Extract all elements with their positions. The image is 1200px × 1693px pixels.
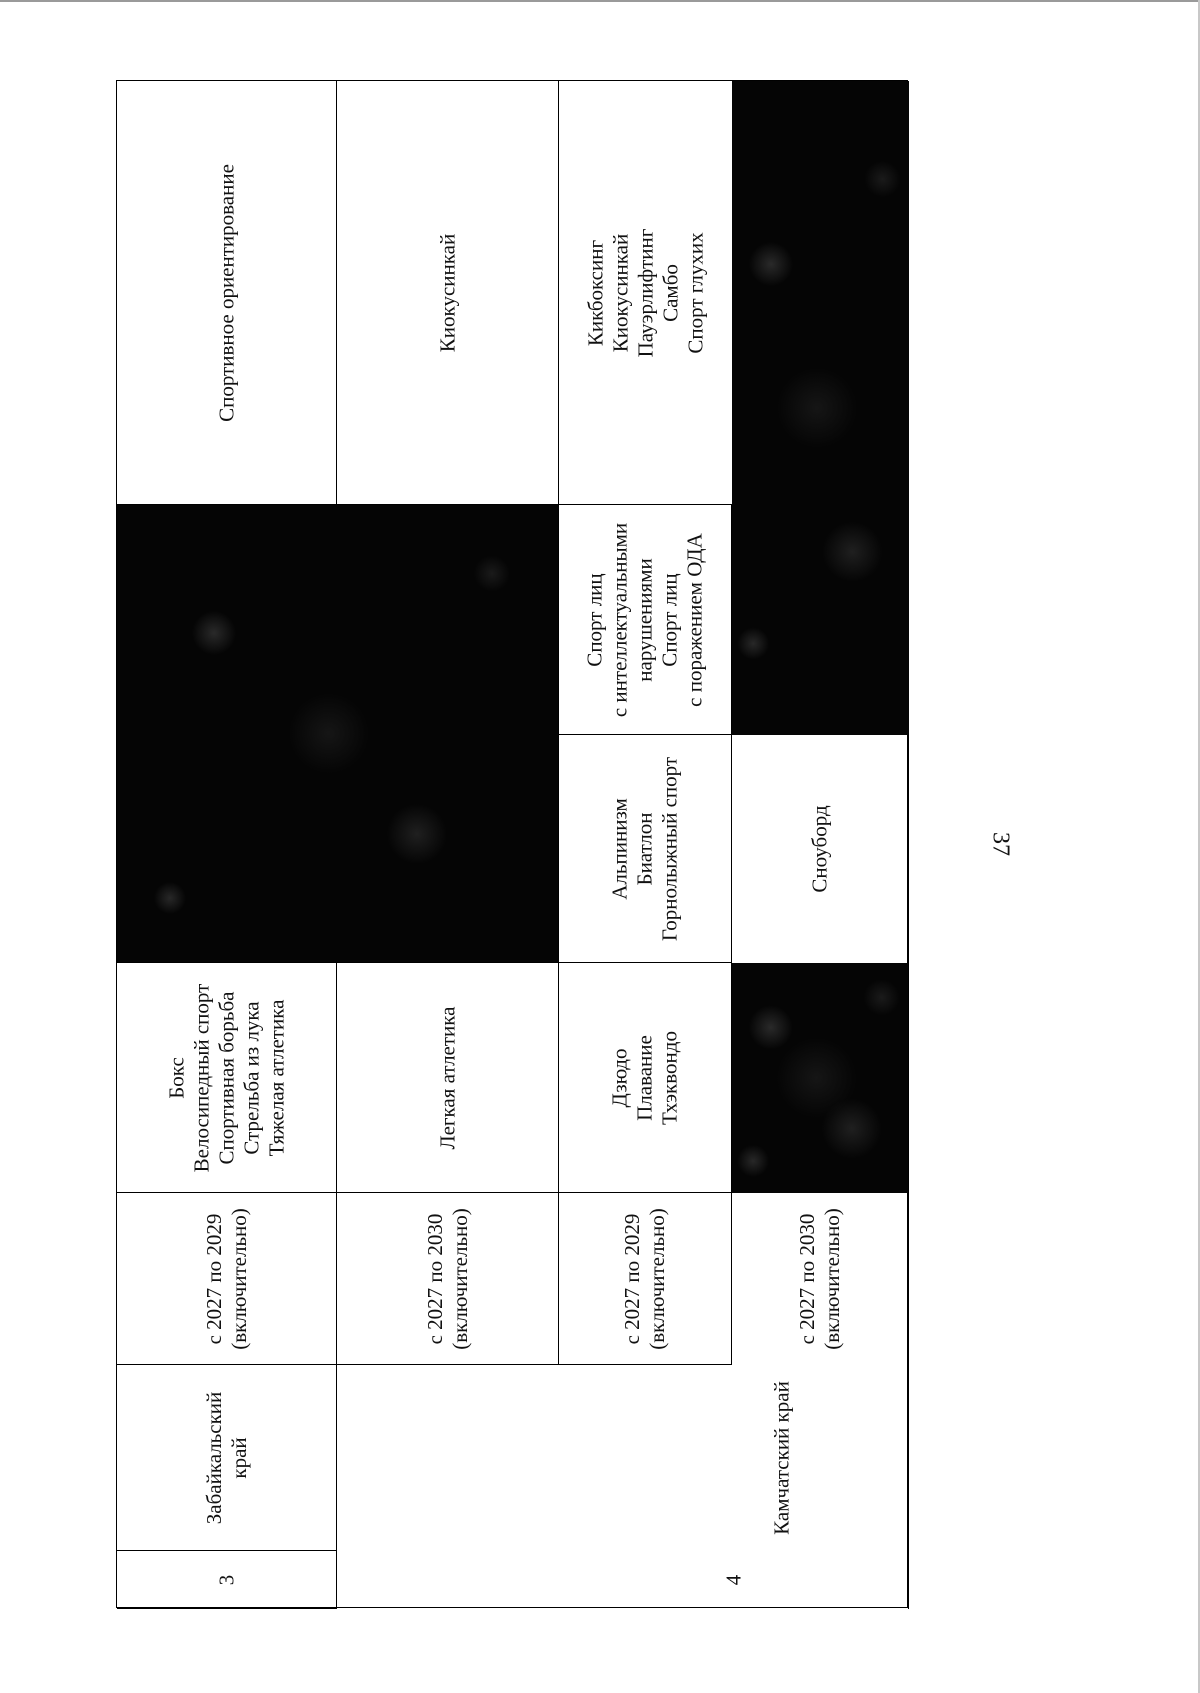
redacted-block [117, 505, 559, 963]
sports-cell [117, 963, 337, 1193]
row-number: 4 [721, 1574, 745, 1586]
sport-name: Спорт глухих [683, 231, 707, 354]
period-cell [559, 1193, 732, 1365]
row-4-index-cell [559, 1551, 909, 1609]
period-text: с 2027 по 2029 [620, 1213, 644, 1344]
row-number: 3 [214, 1574, 238, 1585]
period-text: (включительно) [226, 1207, 251, 1350]
sport-name: Бокс [164, 1056, 188, 1099]
sport-name: Тяжелая атлетика [264, 999, 288, 1156]
sports-cell [117, 81, 337, 505]
period-text: с 2027 по 2030 [795, 1213, 819, 1345]
sport-name: нарушениями [632, 557, 657, 682]
row-4-region-cell [559, 1365, 909, 1551]
period-text: с 2027 по 2030 [422, 1213, 447, 1344]
sport-name: с поражением ОДА [682, 532, 707, 707]
sport-name: Киокусинкай [435, 233, 459, 352]
scan-edge [0, 0, 1200, 2]
sports-cell [559, 81, 732, 505]
period-cell [732, 1193, 909, 1365]
sport-name: Тхэквондо [657, 1030, 682, 1125]
page-number: 37 [987, 832, 1014, 856]
row-3-region-cell [117, 1365, 337, 1551]
sports-cell [337, 963, 559, 1193]
sports-cell [337, 81, 559, 505]
sport-name: Кикбоксинг [583, 239, 607, 346]
sport-name: Самбо [658, 263, 682, 322]
sport-name: Спортивная борьба [214, 990, 238, 1165]
region-name-line: Камчатский край [769, 1381, 794, 1535]
sports-cell [559, 735, 732, 963]
rotated-table [116, 80, 908, 1608]
sport-name: Легкая атлетика [435, 1005, 459, 1150]
sports-cell [732, 735, 909, 963]
sport-name: Спортивное ориентирование [214, 163, 238, 422]
sport-name: Горнолыжный спорт [657, 756, 682, 941]
region-name-line: Забайкальский [201, 1391, 226, 1524]
row-3-index-cell [117, 1551, 337, 1609]
period-cell [337, 1193, 559, 1365]
period-cell [117, 1193, 337, 1365]
period-text: (включительно) [645, 1207, 669, 1350]
sport-name: с интеллектуальными [607, 522, 632, 717]
sport-name: Дзюдо [607, 1048, 632, 1107]
sport-name: Альпинизм [607, 797, 632, 900]
sport-name: Стрельба из лука [239, 1000, 263, 1155]
sport-name: Велосипедный спорт [189, 983, 213, 1172]
sport-name: Киокусинкай [608, 233, 632, 352]
region-name-line: край [226, 1436, 251, 1479]
sport-name: Сноуборд [807, 805, 832, 893]
sport-name: Плавание [632, 1034, 657, 1121]
sports-cell [559, 505, 732, 735]
sport-name: Биатлон [632, 812, 657, 885]
period-text: (включительно) [447, 1207, 472, 1350]
sport-name: Пауэрлифтинг [633, 228, 657, 357]
sport-name: Спорт лиц [657, 572, 682, 667]
sports-cell [559, 963, 732, 1193]
period-text: (включительно) [820, 1208, 844, 1350]
redacted-block [732, 81, 909, 735]
sport-name: Спорт лиц [582, 572, 607, 667]
redacted-block [732, 963, 909, 1193]
period-text: с 2027 по 2029 [201, 1213, 226, 1344]
